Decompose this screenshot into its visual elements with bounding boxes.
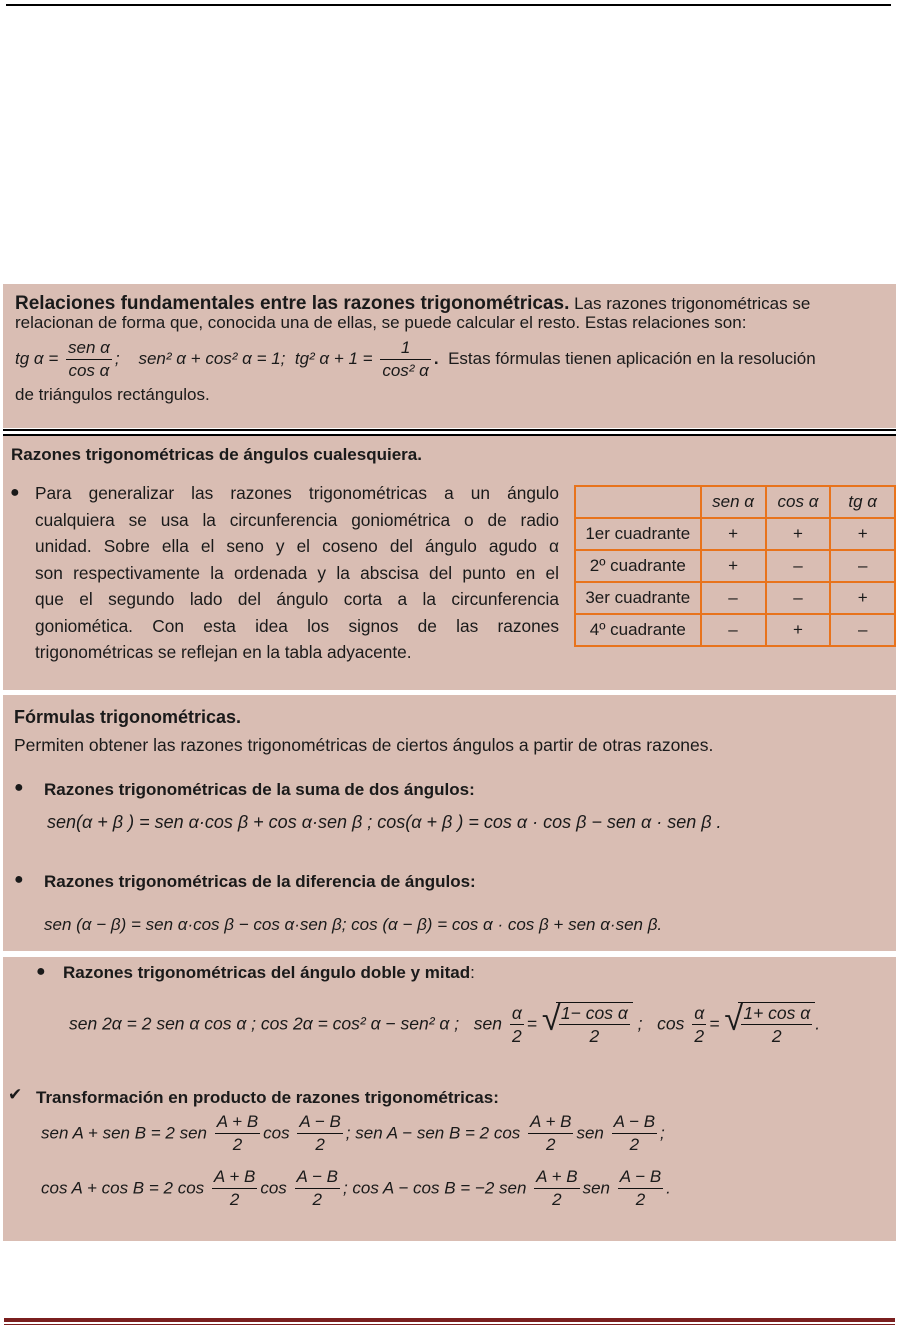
two: 2 [312, 1190, 322, 1209]
table-cell: – [766, 550, 831, 582]
bullet-icon: ● [14, 779, 24, 796]
frac-apb [212, 1167, 257, 1210]
p2-line: que el segundo lado del ángulo corta a la circunferencia [35, 589, 559, 609]
f1-num: sen α [66, 338, 112, 360]
p2-line: goniomética. Con esta idea los signos de las razones [35, 615, 559, 636]
frac-apb [215, 1112, 260, 1155]
panel-formulas [3, 695, 896, 951]
half-sen: sen [473, 1013, 502, 1034]
p1-after: Estas fórmulas tienen aplicación en la resolución [448, 348, 816, 368]
table-row [575, 582, 895, 614]
alpha: α [511, 1002, 522, 1023]
sqrt-icon: √ $\frac{\text{1− cos α}}{2}$ [542, 1002, 633, 1046]
p3-b1: Razones trigonométricas de la suma de dos ángulos: [44, 780, 475, 799]
table-cell: 1er cuadrante [575, 518, 701, 550]
check-icon: ✔ [8, 1085, 23, 1104]
p2-line: cualquiera se usa la circunferencia goniométrica o de radio [35, 509, 559, 530]
table-cell: – [701, 614, 766, 646]
table-cell: – [766, 582, 831, 614]
p1-title: Relaciones fundamentales entre las razones trigonométricas. [15, 293, 570, 314]
p2-line: trigonométricas se reflejan en la tabla adyacente. [35, 642, 412, 662]
bullet-icon: ● [14, 871, 24, 888]
t2e: . [666, 1178, 671, 1198]
f1-sep: ; [114, 348, 120, 368]
alpha: α [694, 1002, 705, 1023]
amb: A − B [295, 1167, 340, 1189]
p1-line1 [15, 294, 884, 313]
p1-line2: relacionan de forma que, conocida una de ellas, se puede calcular el resto. Estas relaciones son: [15, 313, 747, 332]
two: 2 [629, 1135, 640, 1154]
amb: A − B [297, 1112, 342, 1134]
two: 2 [589, 1026, 600, 1046]
frac-amb [618, 1167, 663, 1210]
table-cell: + [766, 614, 831, 646]
two: 2 [511, 1025, 522, 1046]
table-cell: + [830, 518, 895, 550]
p2-paragraph [35, 480, 559, 666]
apb: A + B [528, 1112, 573, 1134]
table-cell: 2º cuadrante [575, 550, 701, 582]
half-frac [510, 1003, 524, 1046]
t2c: ; cos A − cos B = −2 sen [342, 1178, 527, 1198]
t1c: ; sen A − sen B = 2 cos [345, 1123, 521, 1143]
frac-amb [612, 1112, 657, 1155]
table-cell: – [701, 582, 766, 614]
bullet-icon: ● [36, 963, 46, 980]
t1b: cos [263, 1123, 290, 1143]
sqrt-icon: √ $\frac{\text{1+ cos α}}{2}$ [724, 1002, 815, 1046]
footer-rule [4, 1318, 895, 1322]
p4-b3-colon: : [470, 963, 475, 982]
separator [3, 429, 896, 431]
frac-amb [295, 1167, 340, 1210]
half-frac [692, 1003, 706, 1046]
p3-subtitle: Permiten obtener las razones trigonométricas de ciertos ángulos a partir de otras razones. [14, 735, 714, 755]
t1e: ; [660, 1123, 665, 1143]
panel-fundamental-relations [3, 284, 896, 428]
f2: sen² α + cos² α = 1; [138, 348, 286, 368]
table-cell: – [830, 614, 895, 646]
footer-rule-thin [4, 1324, 895, 1325]
table-cell: + [701, 518, 766, 550]
f3-num: 1 [380, 338, 431, 360]
two: 2 [635, 1190, 646, 1209]
signs-table [574, 485, 896, 647]
t2b: cos [260, 1178, 287, 1198]
f1-lhs: tg α = [15, 348, 59, 368]
p2-line: unidad. Sobre ella el seno y el coseno del ángulo agudo α [35, 536, 559, 556]
t2a: cos A + cos B = 2 cos [41, 1178, 205, 1198]
panel-double-half [3, 957, 896, 1241]
table-header-row [575, 486, 895, 518]
amb: A − B [612, 1112, 657, 1134]
f3-end: . [433, 348, 439, 368]
p4-b3 [63, 963, 475, 983]
two: 2 [694, 1025, 705, 1046]
eq-transform-2 [41, 1167, 671, 1210]
t2d: sen [582, 1178, 610, 1198]
semi: ; [637, 1013, 643, 1034]
two: 2 [552, 1190, 562, 1209]
rad2: 1+ cos α [743, 1003, 811, 1023]
equals: = [709, 1013, 720, 1034]
separator [3, 952, 896, 955]
p3-title: Fórmulas trigonométricas. [14, 707, 242, 727]
dot: . [815, 1013, 821, 1034]
table-cell [575, 486, 701, 518]
two: 2 [546, 1135, 556, 1154]
f3-lhs: tg² α + 1 = [294, 348, 373, 368]
eq-diff: sen (α − β) = sen α·cos β − cos α·sen β; cos (α − β) = cos α · cos β + sen α·sen β. [44, 915, 663, 934]
t1d: sen [576, 1123, 604, 1143]
top-rule [6, 4, 891, 6]
two: 2 [229, 1190, 240, 1209]
table-header-tg: tg α [830, 486, 895, 518]
two: 2 [232, 1135, 243, 1154]
apb: A + B [215, 1112, 260, 1134]
apb: A + B [534, 1167, 579, 1189]
p4-b3-text: Razones trigonométricas del ángulo doble y mitad [63, 963, 471, 982]
f1-den: cos α [68, 361, 110, 380]
rad-frac [741, 1003, 812, 1046]
table-row [575, 614, 895, 646]
separator [3, 691, 896, 693]
p1-line4: de triángulos rectángulos. [15, 385, 210, 404]
table-row [575, 518, 895, 550]
two: 2 [771, 1026, 782, 1046]
half-cos: cos [657, 1013, 685, 1034]
panel-any-angles [3, 434, 896, 690]
rad-frac [559, 1003, 630, 1046]
p2-line: Para generalizar las razones trigonométricas a un ángulo [35, 483, 559, 503]
frac-amb [297, 1112, 342, 1155]
f1-fraction [66, 338, 112, 381]
table-row [575, 550, 895, 582]
p1-intro: Las razones trigonométricas se [569, 294, 811, 313]
frac-apb [528, 1112, 573, 1155]
eq-double [69, 1002, 820, 1046]
table-cell: 3er cuadrante [575, 582, 701, 614]
equals: = [526, 1013, 538, 1034]
p2-title: Razones trigonométricas de ángulos cualesquiera. [11, 445, 422, 464]
f3-fraction [380, 338, 431, 381]
frac-apb [534, 1167, 579, 1210]
f3-den: cos² α [382, 361, 429, 380]
eq-sum: sen(α + β ) = sen α·cos β + cos α·sen β ; cos(α + β ) = cos α · cos β − sen α · sen β . [47, 812, 722, 832]
table-cell: + [830, 582, 895, 614]
table-cell: + [766, 518, 831, 550]
table-cell: – [830, 550, 895, 582]
eq-double-text: sen 2α = 2 sen α cos α ; cos 2α = cos² α − sen² α ; [69, 1013, 460, 1034]
apb: A + B [212, 1167, 257, 1189]
p3-b2: Razones trigonométricas de la diferencia de ángulos: [44, 872, 476, 891]
eq-transform-1 [41, 1112, 665, 1155]
p2-line: son respectivamente la ordenada y la abscisa del punto en el [35, 562, 559, 583]
table-header-cos: cos α [766, 486, 831, 518]
two: 2 [315, 1135, 325, 1154]
table-header-sen: sen α [701, 486, 766, 518]
t1a: sen A + sen B = 2 sen [41, 1123, 208, 1143]
p1-formulas [15, 338, 884, 381]
p4-b4: Transformación en producto de razones trigonométricas: [36, 1088, 499, 1107]
table-cell: 4º cuadrante [575, 614, 701, 646]
table-cell: + [701, 550, 766, 582]
bullet-icon: ● [10, 484, 20, 501]
amb: A − B [618, 1167, 663, 1189]
rad1: 1− cos α [560, 1003, 628, 1023]
